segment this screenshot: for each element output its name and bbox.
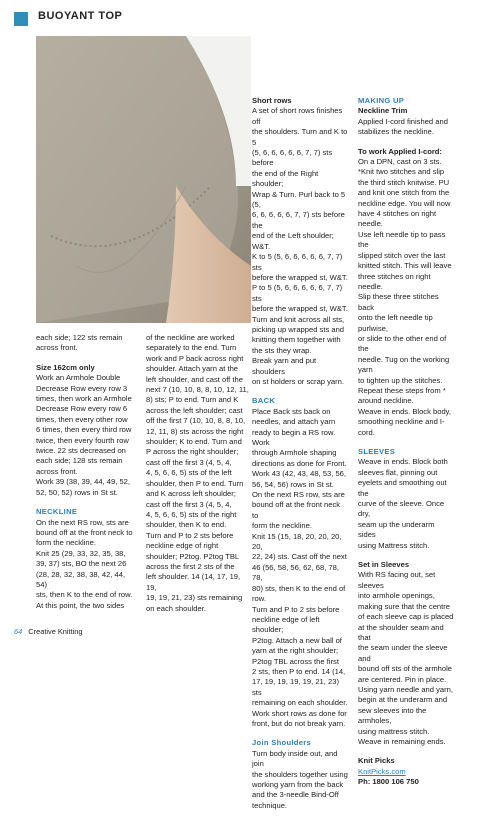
sweater-illustration <box>36 36 251 323</box>
paragraph: On a DPN, cast on 3 sts. *Knit two stitches and slip the third stitch knitwise. PU and knit one stitch from the neckline edge. You will now have 4 stitches on right needle. Use left needle tip to pass the slipped stitch over the last knitted stitch. This will leave three stitches on right needle. Slip these three stitches back onto the left needle tip purlwise, or slide to the other end of the needle. Tug on the working yarn to tighten up the stitches. Repeat these steps from * around neckline. Weave in ends. Block body, smoothing neckline and I-cord. <box>358 157 452 437</box>
heading-making-up: MAKING UP <box>358 96 405 105</box>
magazine-name: Creative Knitting <box>28 627 83 636</box>
subheading-short-rows: Short rows <box>252 96 292 105</box>
subheading-set-in-sleeves: Set in Sleeves <box>358 560 410 570</box>
gray-knit-top-photo <box>36 36 251 323</box>
paragraph: Work an Armhole Double Decrease Row every row 3 times, then work an Armhole Decrease Row every row 6 times, then every other row 6 times, then every third row twice, then every fourth row twice. 22 sts decreased on each side; 128 sts remain across front. Work 39 (38, 39, 44, 49, 52, 52, 50, 52) rows in St st. <box>36 373 132 497</box>
subheading-knit-picks: Knit Picks <box>358 756 395 766</box>
page-header <box>0 0 487 36</box>
header-accent-square <box>14 12 28 26</box>
subheading-applied-icord: To work Applied I-cord: <box>358 146 442 156</box>
phone-number: Ph: 1800 106 750 <box>358 777 419 787</box>
paragraph: Weave in ends. Block both sleeves flat, pinning out eyelets and smoothing out the curve of the sleeve. Once dry, seam up the underarm sides using Mattress stitch. <box>358 457 448 550</box>
column-4 <box>358 96 454 788</box>
heading-back: BACK <box>252 396 276 406</box>
subheading-join-shoulders: Join Shoulders <box>252 738 312 748</box>
section-title: BUOYANT TOP <box>38 10 123 22</box>
paragraph: With RS facing out, set sleeves into armhole openings, making sure that the centre of each sleeve cap is placed at the shoulder seam and that the seam under the sleeve and bound off sts of the armhole are centered. Pin in place. Using yarn needle and yarn, begin at the underarm and sew sleeves into the armholes, using mattress stitch. Weave in remaining ends. <box>358 570 454 746</box>
paragraph: A set of short rows finishes off the shoulders. Turn and K to 5 (5, 6, 6, 6, 6, 6, 7, 7) sts before the end of the Right shoulder; Wrap & Turn. Purl back to 5 (5, 6, 6, 6, 6, 6, 7, 7) sts before the end of the Left shoulder; W&T. K to 5 (5, 6, 6, 6, 6, 6, 7, 7) sts before the wrapped st, W&T. P to 5 (5, 6, 6, 6, 6, 6, 7, 7) sts before the wrapped st, W&T. Turn and knit across all sts, picking up wrapped sts and knitting them together with the sts they wrap. Break yarn and put shoulders on st holders or scrap yarn. <box>252 106 348 386</box>
page-number: 64 <box>14 627 23 636</box>
subheading-neckline-trim: Neckline Trim <box>358 106 408 116</box>
heading-neckline: NECKLINE <box>36 507 78 517</box>
paragraph: Place Back sts back on needles, and attach yarn ready to begin a RS row. Work through Armhole shaping directions as done for Front. Work 43 (42, 43, 48, 53, 56, 56, 54, 56) rows in St st. On the next RS row, sts are bound off at the front neck to form the neckline. Knit 15 (15, 18, 20, 20, 20, 20, 22, 24) sts. Cast off the next 46 (56, 58, 56, 62, 68, 78, 78, 80) sts, then K to the end of row. Turn and P to 2 sts before neckline edge of left shoulder; P2tog. Attach a new ball of yarn at the right shoulder; P2tog TBL across the first 2 sts, then P to end. 14 (14, 17, 19, 19, 19, 19, 21, 23) sts remaining on each shoulder. Work short rows as done for front, but do not break yarn. <box>252 406 348 728</box>
paragraph: each side; 122 sts remain across front. <box>36 333 123 353</box>
paragraph: Turn body inside out, and join the shoulders together using working yarn from the back and the 3-needle Bind-Off technique. <box>252 748 348 810</box>
column-1 <box>36 333 136 620</box>
subheading-size: Size 162cm only <box>36 362 95 372</box>
knitpicks-link[interactable]: KnitPicks.com <box>358 766 406 776</box>
column-2 <box>146 333 250 623</box>
paragraph: Applied I-cord finished and stabilizes the neckline. <box>358 116 448 137</box>
column-3 <box>252 96 348 820</box>
paragraph: On the next RS row, sts are bound off at the front neck to form the neckline. Knit 25 (29, 33, 32, 35, 38, 39, 37) sts, BO the next 26 (28, 28, 32, 38, 38, 42, 44, 54) sts, then K to the end of row. At this point, the two sides <box>36 517 133 610</box>
page-footer <box>14 627 83 636</box>
heading-sleeves: SLEEVES <box>358 447 396 456</box>
paragraph: of the neckline are worked separately to the end. Turn work and P back across right shoulder. Attach yarn at the left shoulder, and cast off the next 7 (10, 10, 8, 8, 10, 12, 11, 8) sts; P to end. Turn and K across the left shoulder; cast off the first 7 (10, 10, 8, 8, 10, 12, 11, 8) sts across the right shoulder; K to end. Turn and P across the right shoulder; cast off the first 3 (4, 5, 4, 4, 5, 6, 6, 5) sts of the left shoulder, then P to end. Turn and K across left shoulder; cast off the first 3 (4, 5, 4, 4, 5, 6, 6, 5) sts of the right shoulder, then K to end. Turn and P to 2 sts before neckline edge of right shoulder; P2tog. P2tog TBL across the first 2 sts of the left shoulder. 14 (14, 17, 19, 19, 19, 19, 21, 23) sts remaining on each shoulder. <box>146 333 249 613</box>
